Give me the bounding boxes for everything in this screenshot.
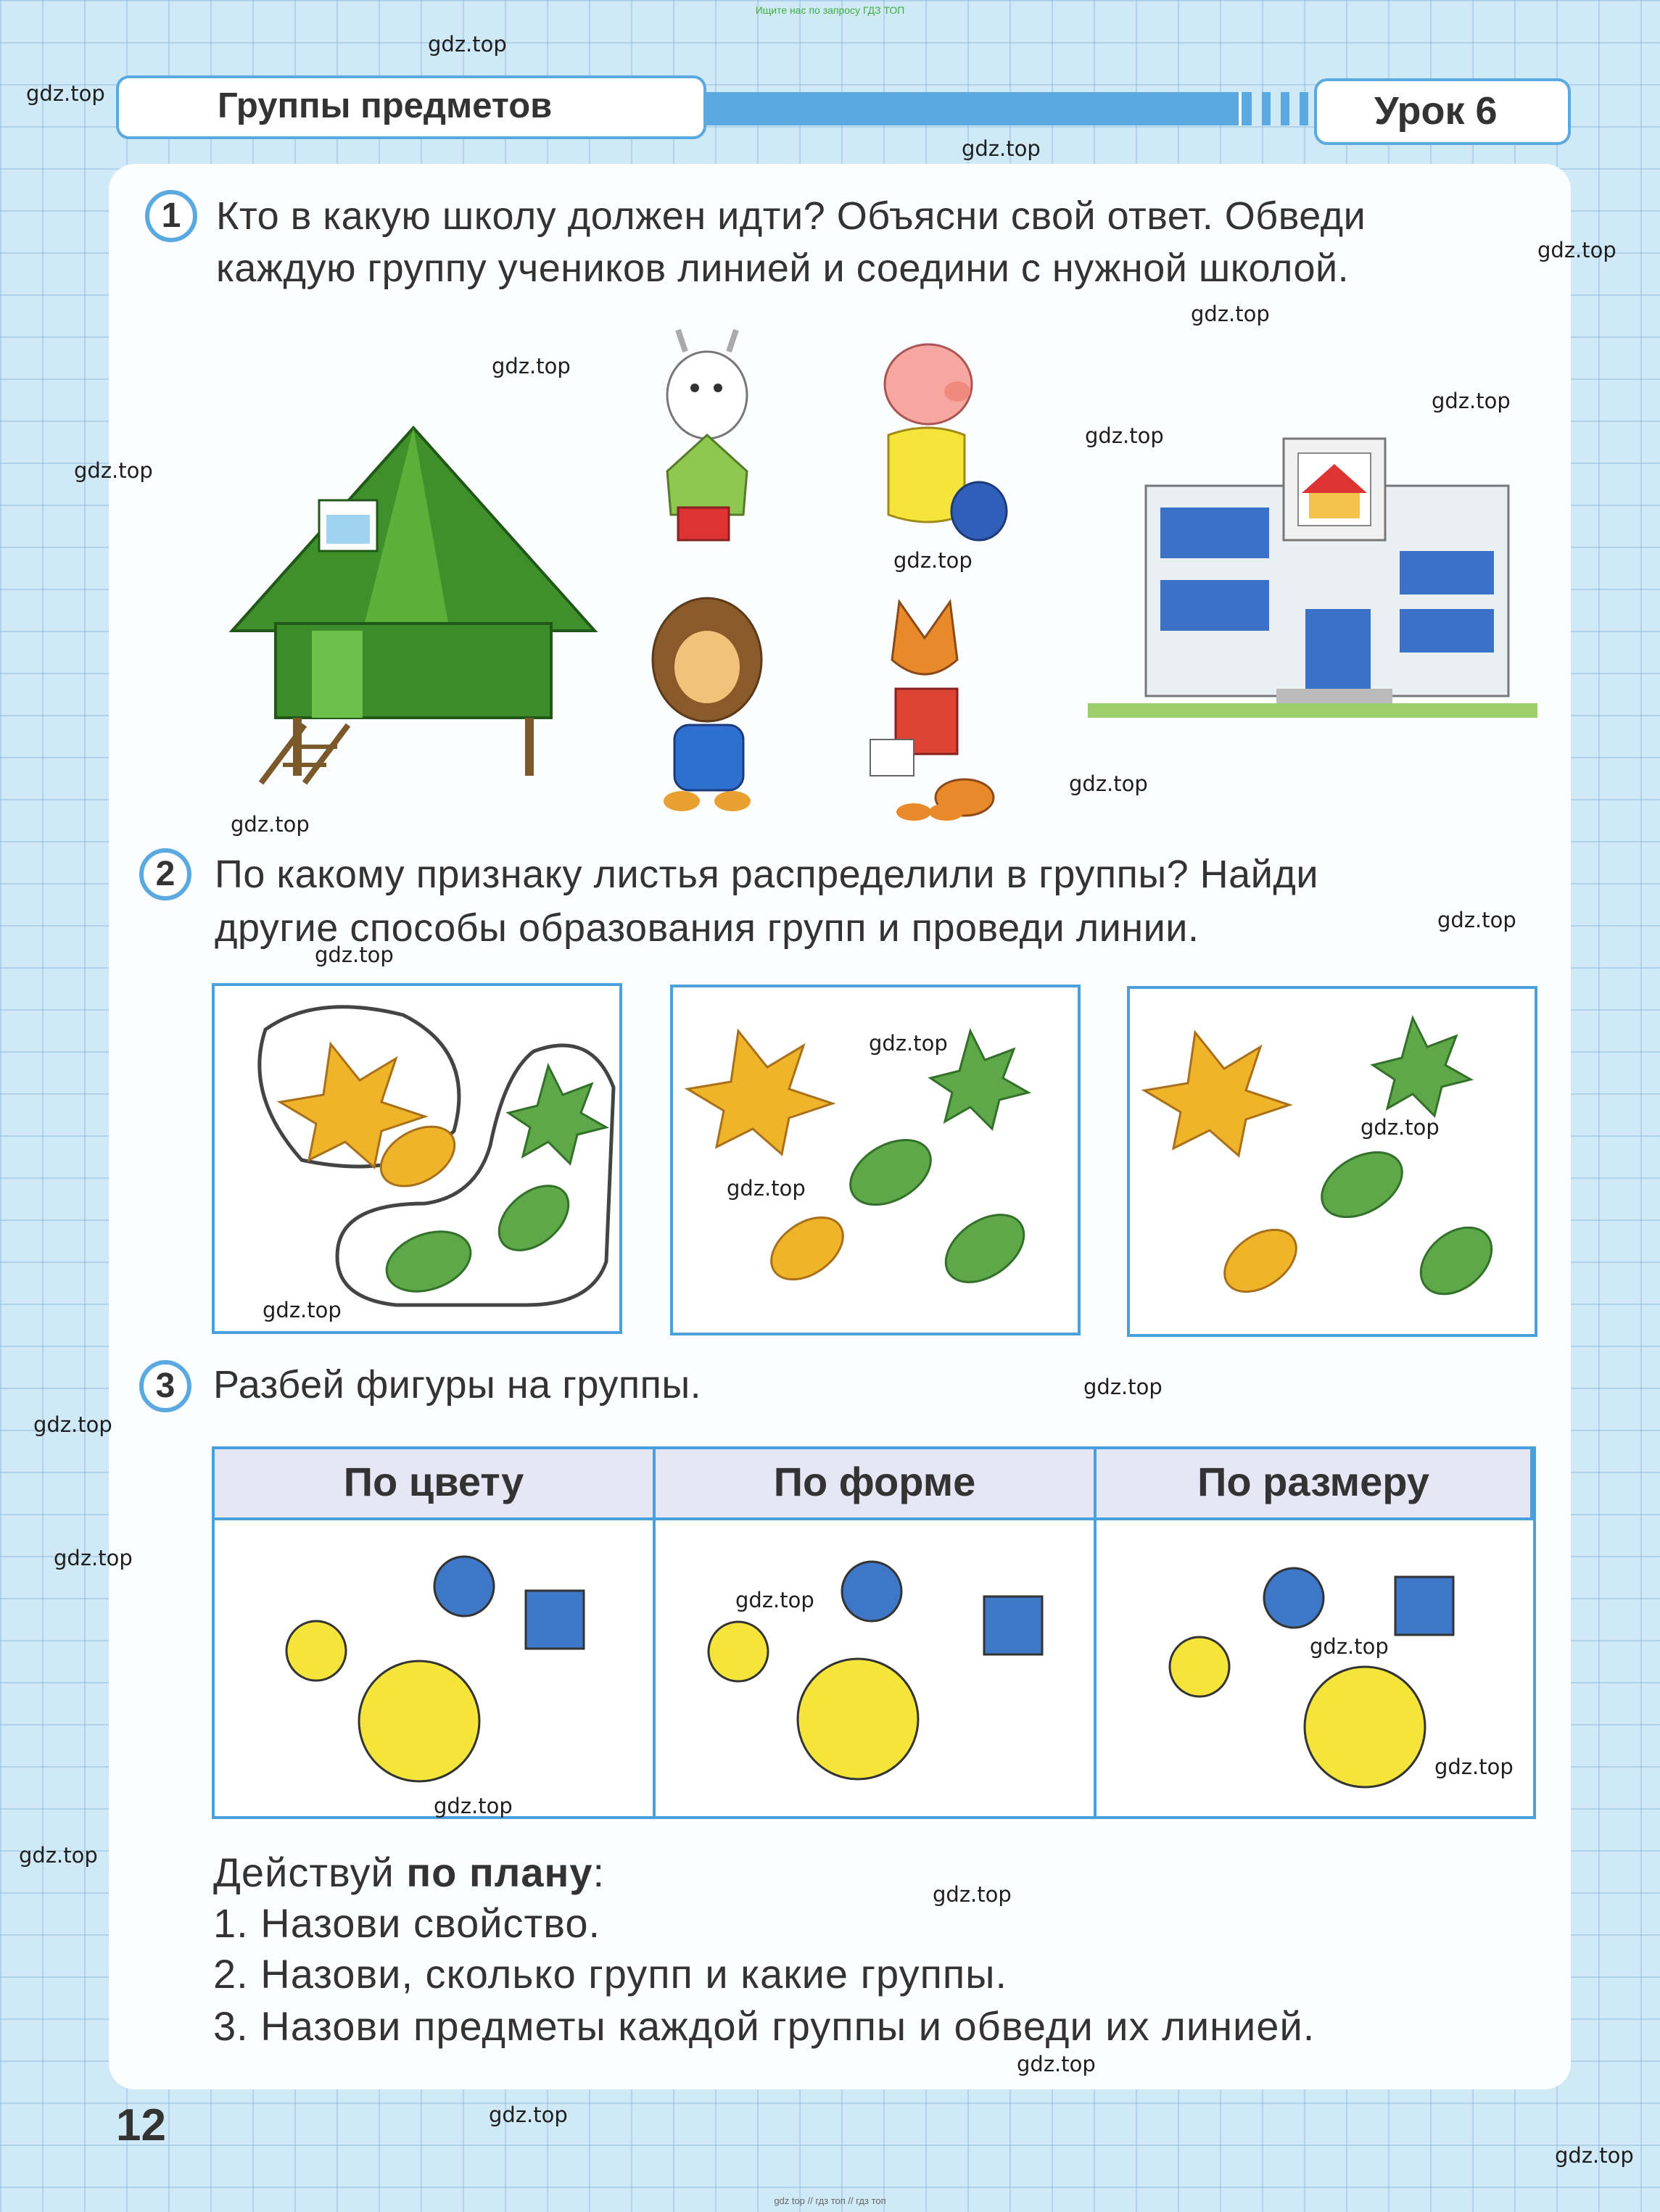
watermark: gdz.top <box>434 1794 513 1818</box>
watermark: gdz.top <box>893 548 973 573</box>
plan-intro-end: : <box>592 1849 606 1895</box>
hedgehog-student <box>638 587 769 819</box>
pig-student <box>848 326 1008 558</box>
watermark: gdz.top <box>1437 908 1516 932</box>
page-number: 12 <box>116 2100 166 2150</box>
watermark: gdz.top <box>19 1843 98 1868</box>
shapes-drawing <box>215 1520 1533 1818</box>
watermark: gdz.top <box>1434 1755 1514 1779</box>
task-number-2: 2 <box>139 848 191 900</box>
lesson-label: Урок 6 <box>1374 89 1498 133</box>
header-by-shape: По форме <box>656 1449 1097 1517</box>
watermark: gdz.top <box>1085 423 1164 448</box>
watermark: gdz.top <box>869 1031 948 1056</box>
watermark: gdz.top <box>315 943 394 967</box>
header-stripes <box>1233 92 1313 125</box>
leaf-set-3 <box>1130 989 1535 1334</box>
watermark: gdz.top <box>1069 771 1148 796</box>
watermark: gdz.top <box>1310 1634 1389 1659</box>
plan-intro <box>213 1847 605 1898</box>
watermark: gdz.top <box>962 136 1041 161</box>
watermark: gdz.top <box>735 1588 814 1612</box>
goat-student <box>638 326 769 558</box>
bottom-note: gdz top // гдз топ // гдз топ <box>774 2195 886 2206</box>
task-1-line-1: Кто в какую школу должен идти? Объясни свой ответ. Обведи <box>216 194 1366 238</box>
task-3-line-1: Разбей фигуры на группы. <box>213 1363 702 1407</box>
top-note: Ищите нас по запросу ГДЗ ТОП <box>755 4 905 16</box>
watermark: gdz.top <box>54 1546 133 1570</box>
city-school <box>1088 428 1537 732</box>
fox-student <box>856 580 1001 827</box>
watermark: gdz.top <box>263 1298 342 1322</box>
plan-step-2: 2. Назови, сколько групп и какие группы. <box>213 1951 1008 1997</box>
watermark: gdz.top <box>231 812 310 837</box>
watermark: gdz.top <box>1017 2052 1096 2076</box>
watermark: gdz.top <box>1191 302 1270 326</box>
watermark: gdz.top <box>1432 389 1511 413</box>
task-number-1: 1 <box>145 190 197 242</box>
header-bar <box>706 92 1243 125</box>
plan-intro-bold: по плану <box>406 1849 593 1895</box>
watermark: gdz.top <box>489 2103 568 2127</box>
task-number-3: 3 <box>139 1360 191 1412</box>
header-by-color: По цвету <box>215 1449 656 1517</box>
shapes-table <box>212 1446 1536 1819</box>
watermark: gdz.top <box>933 1882 1012 1907</box>
leaf-box-3 <box>1127 986 1537 1337</box>
header-by-size: По размеру <box>1097 1449 1533 1517</box>
task-2-line-1: По какому признаку листья распределили в группы? Найди <box>215 853 1319 896</box>
plan-intro-text: Действуй <box>213 1849 407 1895</box>
leaf-box-1 <box>212 983 622 1334</box>
plan-step-3: 3. Назови предметы каждой группы и обведи их линией. <box>213 2003 1316 2049</box>
watermark: gdz.top <box>26 81 105 106</box>
leaf-groups-sample <box>215 986 619 1331</box>
watermark: gdz.top <box>33 1412 112 1437</box>
watermark: gdz.top <box>1360 1115 1440 1140</box>
watermark: gdz.top <box>428 32 507 57</box>
watermark: gdz.top <box>74 458 153 483</box>
forest-hut-school <box>218 413 624 790</box>
task-1-line-2: каждую группу учеников линией и соедини с нужной школой. <box>216 247 1350 290</box>
page-title: Группы предметов <box>218 86 553 125</box>
watermark: gdz.top <box>1083 1375 1163 1399</box>
watermark: gdz.top <box>492 354 571 378</box>
watermark: gdz.top <box>727 1176 806 1201</box>
watermark: gdz.top <box>1537 238 1616 262</box>
task-2-line-2: другие способы образования групп и проведи линии. <box>215 906 1199 950</box>
plan-step-1: 1. Назови свойство. <box>213 1900 601 1946</box>
watermark: gdz.top <box>1555 2143 1634 2168</box>
